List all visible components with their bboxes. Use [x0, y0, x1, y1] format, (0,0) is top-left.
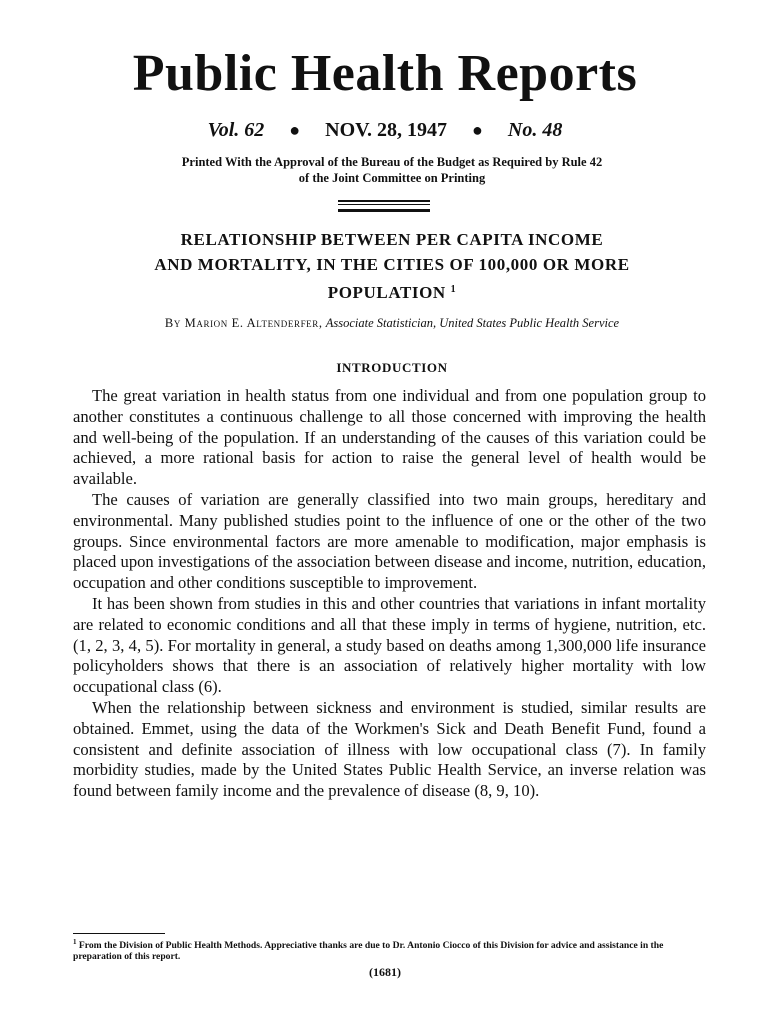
section-heading: INTRODUCTION	[336, 360, 448, 375]
body-paragraph: When the relationship between sickness and environment is studied, similar results are obtained. Emmet, using the data of the Workmen's Sick and Death Benefit Fund, found a consistent and definite association of illness with low occupational class (7). In family morbidity studies, made by the United States Public Health Service, an inverse relation was found between family income and the prevalence of disease (8, 9, 10).	[73, 697, 706, 801]
approval-line-2: of the Joint Committee on Printing	[298, 171, 486, 185]
body-paragraph: The great variation in health status from one individual and from one population group to another constitutes a continuous challenge to all those concerned with improving the health and well-being of the population. If an understanding of the causes of this variation could be achieved, a more rational basis for action to raise the general level of health would be available.	[73, 386, 706, 489]
body-paragraph: The causes of variation are generally classified into two main groups, hereditary and environmental. Many published studies point to the influence of one or the other of the two groups. Since environmental factors are more amenable to modification, major emphasis is placed upon investigations of the association between disease and income, nutrition, education, occupation and other conditions susceptible to improvement.	[73, 489, 706, 593]
title-footnote-mark: 1	[450, 284, 457, 295]
volume-label: Vol. 62	[207, 119, 265, 141]
footnote	[73, 937, 706, 962]
author-affiliation: Associate Statistician, United States Public Health Service	[325, 316, 620, 330]
issue-line	[0, 117, 770, 143]
article-body	[73, 386, 706, 802]
author-name: By Marion E. Altenderfer,	[164, 316, 323, 330]
journal-title: Public Health Reports	[132, 45, 638, 102]
issue-number: No. 48	[507, 119, 563, 141]
issue-date: NOV. 28, 1947	[325, 119, 448, 141]
footnote-mark: 1	[73, 938, 77, 946]
byline	[72, 314, 712, 332]
double-rule-divider	[338, 200, 430, 212]
article-title-line-3: POPULATION $^1$	[327, 283, 457, 302]
article-title	[80, 227, 704, 305]
article-title-line-1: RELATIONSHIP BETWEEN PER CAPITA INCOME	[180, 230, 604, 249]
body-paragraph: It has been shown from studies in this and other countries that variations in infant mortality are related to economic conditions and all that these imply in terms of hygiene, nutrition, etc. (1, 2, 3, 4, 5). For mortality in general, a study based on deaths among 1,300,000 life insurance policyholders shows that there is an association of relatively higher mortality with low occupational class (6).	[73, 593, 706, 697]
approval-notice	[70, 154, 714, 186]
bullet-icon: ●	[289, 120, 301, 140]
footnote-rule	[73, 933, 165, 934]
bullet-icon: ●	[472, 120, 483, 140]
footnote-text: From the Division of Public Health Methods. Appreciative thanks are due to Dr. Antonio Ciocco of this Division for advice and assistance in the preparation of this report.	[73, 940, 664, 963]
article-title-line-2: AND MORTALITY, IN THE CITIES OF 100,000 OR MORE	[154, 255, 630, 274]
approval-line-1: Printed With the Approval of the Bureau of the Budget as Required by Rule 42	[181, 155, 603, 169]
page-number: (1681)	[369, 965, 401, 979]
